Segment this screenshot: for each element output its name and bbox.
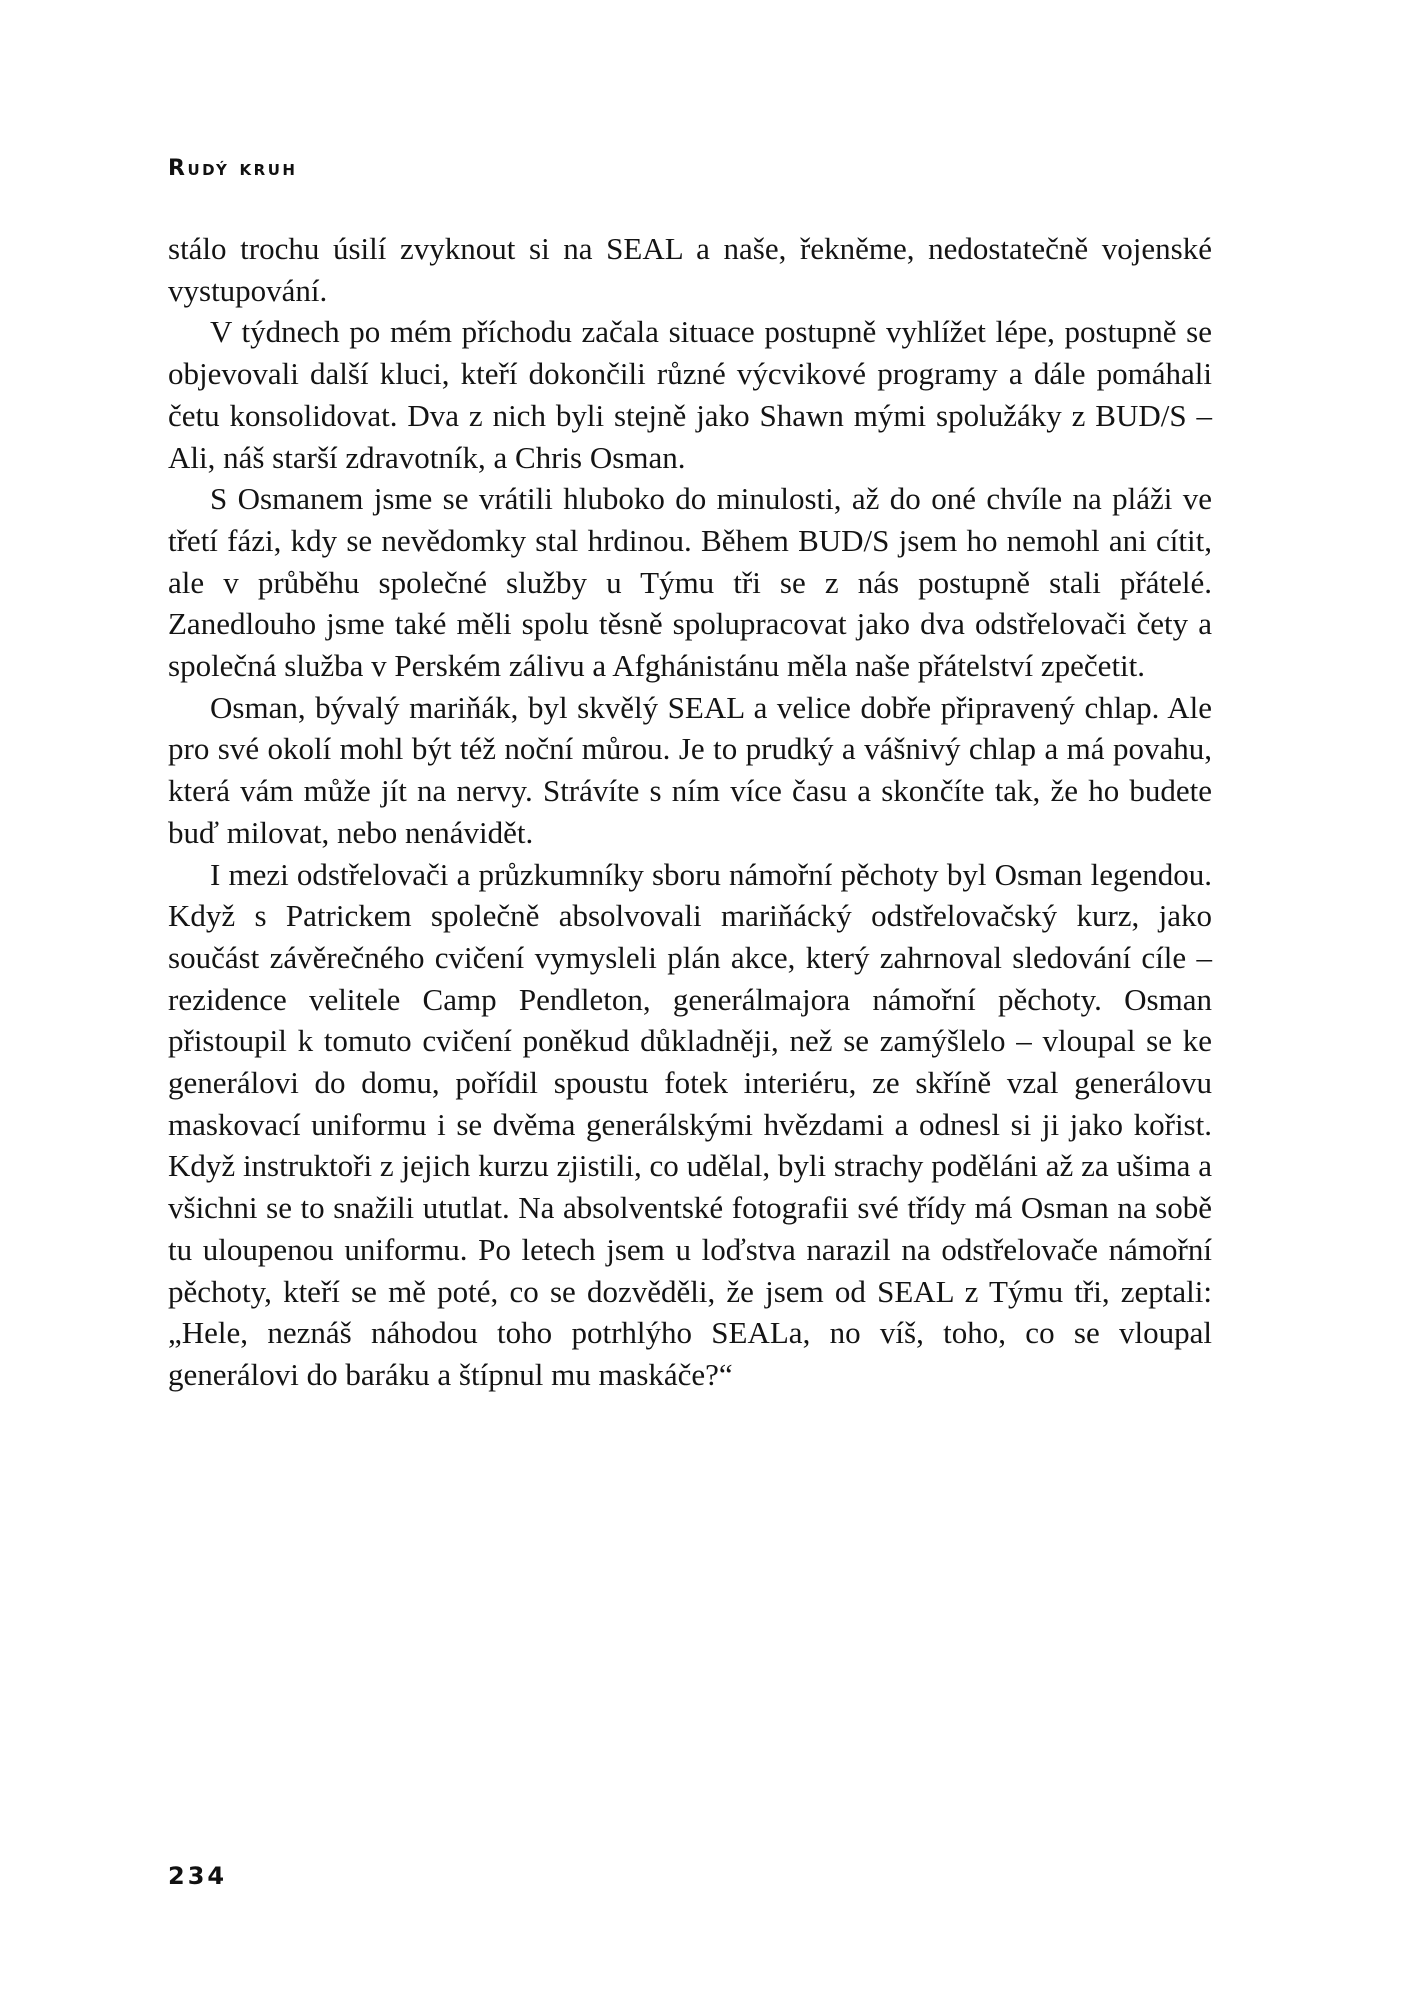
paragraph: I mezi odstřelovači a průzkumníky sboru námořní pěchoty byl Osman legendou. Když s Patrickem společně absolvovali mariňácký odstřelovačský kurz, jako součást závěrečného cvičení vymysleli plán akce, který zahrnoval sledování cíle – rezidence velitele Camp Pendleton, generálmajora námořní pěchoty. Osman přistoupil k tomuto cvičení poněkud důkladněji, než se zamýšlelo – vloupal se ke generálovi do domu, pořídil spoustu fotek interiéru, ze skříně vzal generálovu maskovací uniformu i se dvěma generálskými hvězdami a odnesl si ji jako kořist. Když instruktoři z jejich kurzu zjistili, co udělal, byli strachy poděláni až za ušima a všichni se to snažili ututlat. Na absolventské fotografii své třídy má Osman na sobě tu uloupenou uniformu. Po letech jsem u loďstva narazil na odstřelovače námořní pěchoty, kteří se mě poté, co se dozvěděli, že jsem od SEAL z Týmu tři, zeptali: „Hele, neznáš náhodou toho potrhlýho SEALa, no víš, toho, co se vloupal generálovi do baráku a štípnul mu maskáče?“ — [168, 856, 1212, 1392]
paragraph: Osman, bývalý mariňák, byl skvělý SEAL a velice dobře připravený chlap. Ale pro své okolí mohl být též noční můrou. Je to prudký a vášnivý chlap a má povahu, která vám může jít na nervy. Strávíte s ním více času a skončíte tak, že ho budete buď milovat, nebo nenávidět. — [168, 689, 1212, 850]
paragraph: S Osmanem jsme se vrátili hluboko do minulosti, až do oné chvíle na pláži ve třetí fázi, kdy se nevědomky stal hrdinou. Během BUD/S jsem ho nemohl ani cítit, ale v průběhu společné služby u Týmu tři se z nás postupně stali přátelé. Zanedlouho jsme také měli spolu těsně spolupracovat jako dva odstřelovači čety a společná služba v Perském zálivu a Afghánistánu měla naše přátelství zpečetit. — [168, 481, 1212, 684]
paragraph: V týdnech po mém příchodu začala situace postupně vyhlížet lépe, postupně se objevovali další kluci, kteří dokončili různé výcvikové programy a dále pomáhali četu konsolidovat. Dva z nich byli stejně jako Shawn mými spolužáky z BUD/S – Ali, náš starší zdravotník, a Chris Osman. — [168, 314, 1212, 475]
page-number: 234 — [168, 1862, 228, 1890]
paragraph-continuation: stálo trochu úsilí zvyknout si na SEAL a naše, řekněme, nedostatečně vojenské vystupování. — [168, 231, 1212, 308]
running-head: Rudý kruh — [168, 156, 298, 181]
body-text — [168, 228, 1212, 1396]
